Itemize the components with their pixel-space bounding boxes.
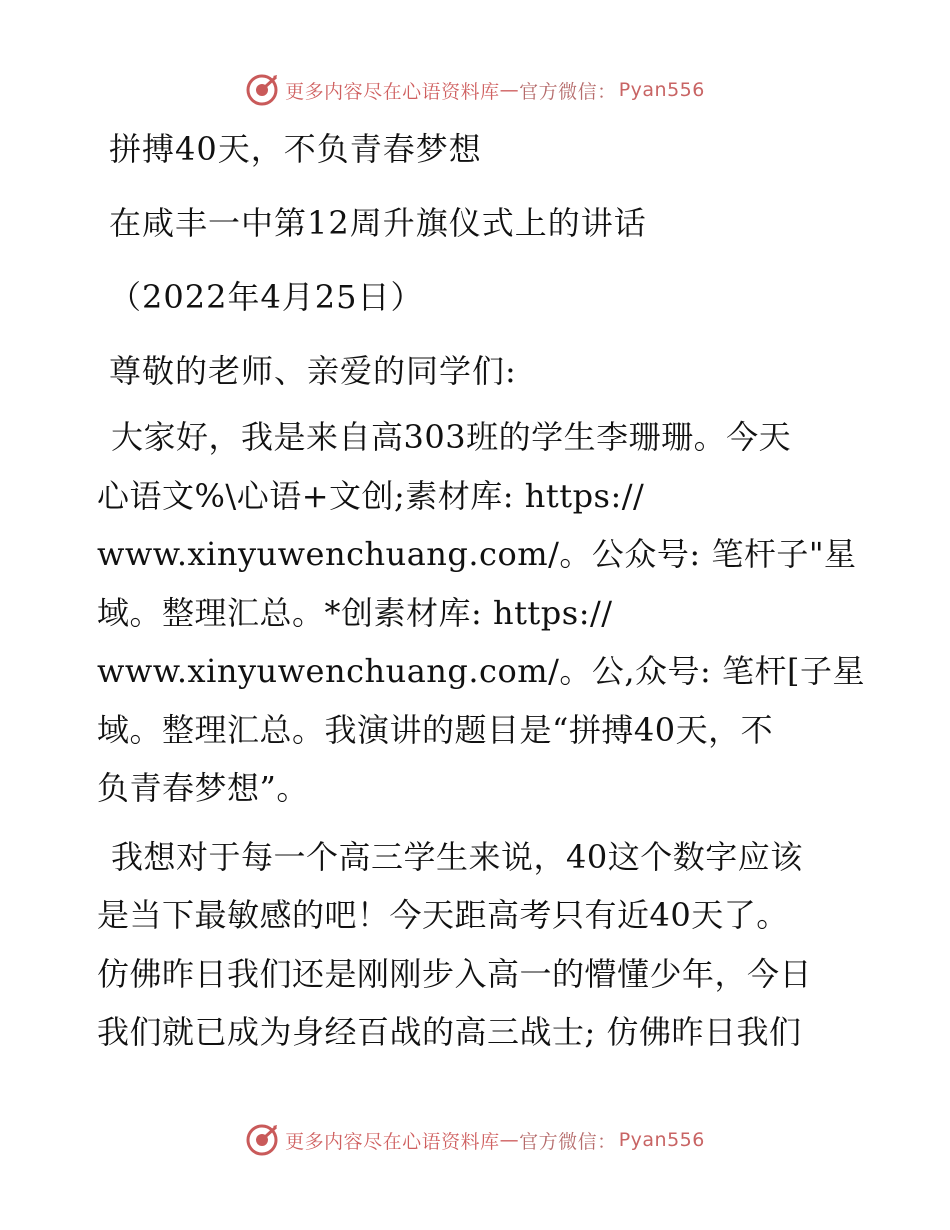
- watermark-wechat-label: 官方微信：: [519, 1130, 617, 1153]
- watermark-brand-text: 更多内容尽在心语资料库: [285, 80, 500, 103]
- watermark-separator: —: [499, 79, 520, 101]
- brand-logo-icon: [245, 1123, 279, 1157]
- paragraph-line: 域。整理汇总。我演讲的题目是“拼搏40天，不: [97, 710, 774, 749]
- watermark-wechat-handle: Pyan556: [618, 79, 705, 101]
- paragraph-line: 大家好，我是来自高303班的学生李珊珊。今天: [111, 418, 792, 456]
- header-watermark-banner: [0, 70, 950, 110]
- paragraph-line: 心语文%\心语+文创;素材库: https://: [97, 476, 645, 515]
- paragraph-line: 是当下最敏感的吧！今天距高考只有近40天了。: [97, 896, 789, 934]
- paragraph-line: 负青春梦想”。: [97, 769, 309, 807]
- document-subtitle: 在咸丰一中第12周升旗仪式上的讲话: [109, 204, 647, 242]
- footer-watermark-banner: [0, 1120, 950, 1160]
- watermark-wechat-handle: Pyan556: [618, 1129, 705, 1151]
- paragraph-line: www.xinyuwenchuang.com/。公,众号: 笔杆[子星: [97, 652, 865, 690]
- paragraph-1: [97, 408, 865, 818]
- watermark-brand-text: 更多内容尽在心语资料库: [285, 1130, 500, 1153]
- document-body: [97, 118, 865, 1062]
- watermark-wechat-label: 官方微信：: [519, 80, 617, 103]
- paragraph-line: 域。整理汇总。*创素材库: https://: [97, 593, 613, 632]
- watermark-separator: —: [499, 1129, 520, 1151]
- brand-logo-icon: [245, 73, 279, 107]
- paragraph-line: www.xinyuwenchuang.com/。公众号: 笔杆子"星: [97, 535, 857, 573]
- paragraph-line: 我想对于每一个高三学生来说，40这个数字应该: [111, 837, 803, 876]
- document-title: 拼搏40天，不负青春梦想: [109, 130, 482, 168]
- paragraph-2: [97, 828, 857, 1062]
- document-salutation: 尊敬的老师、亲爱的同学们:: [109, 352, 517, 390]
- document-date: （2022年4月25日）: [109, 278, 424, 316]
- paragraph-line: 仿佛昨日我们还是刚刚步入高一的懵懂少年，今日: [97, 954, 813, 993]
- paragraph-line: 我们就已成为身经百战的高三战士; 仿佛昨日我们: [97, 1013, 802, 1051]
